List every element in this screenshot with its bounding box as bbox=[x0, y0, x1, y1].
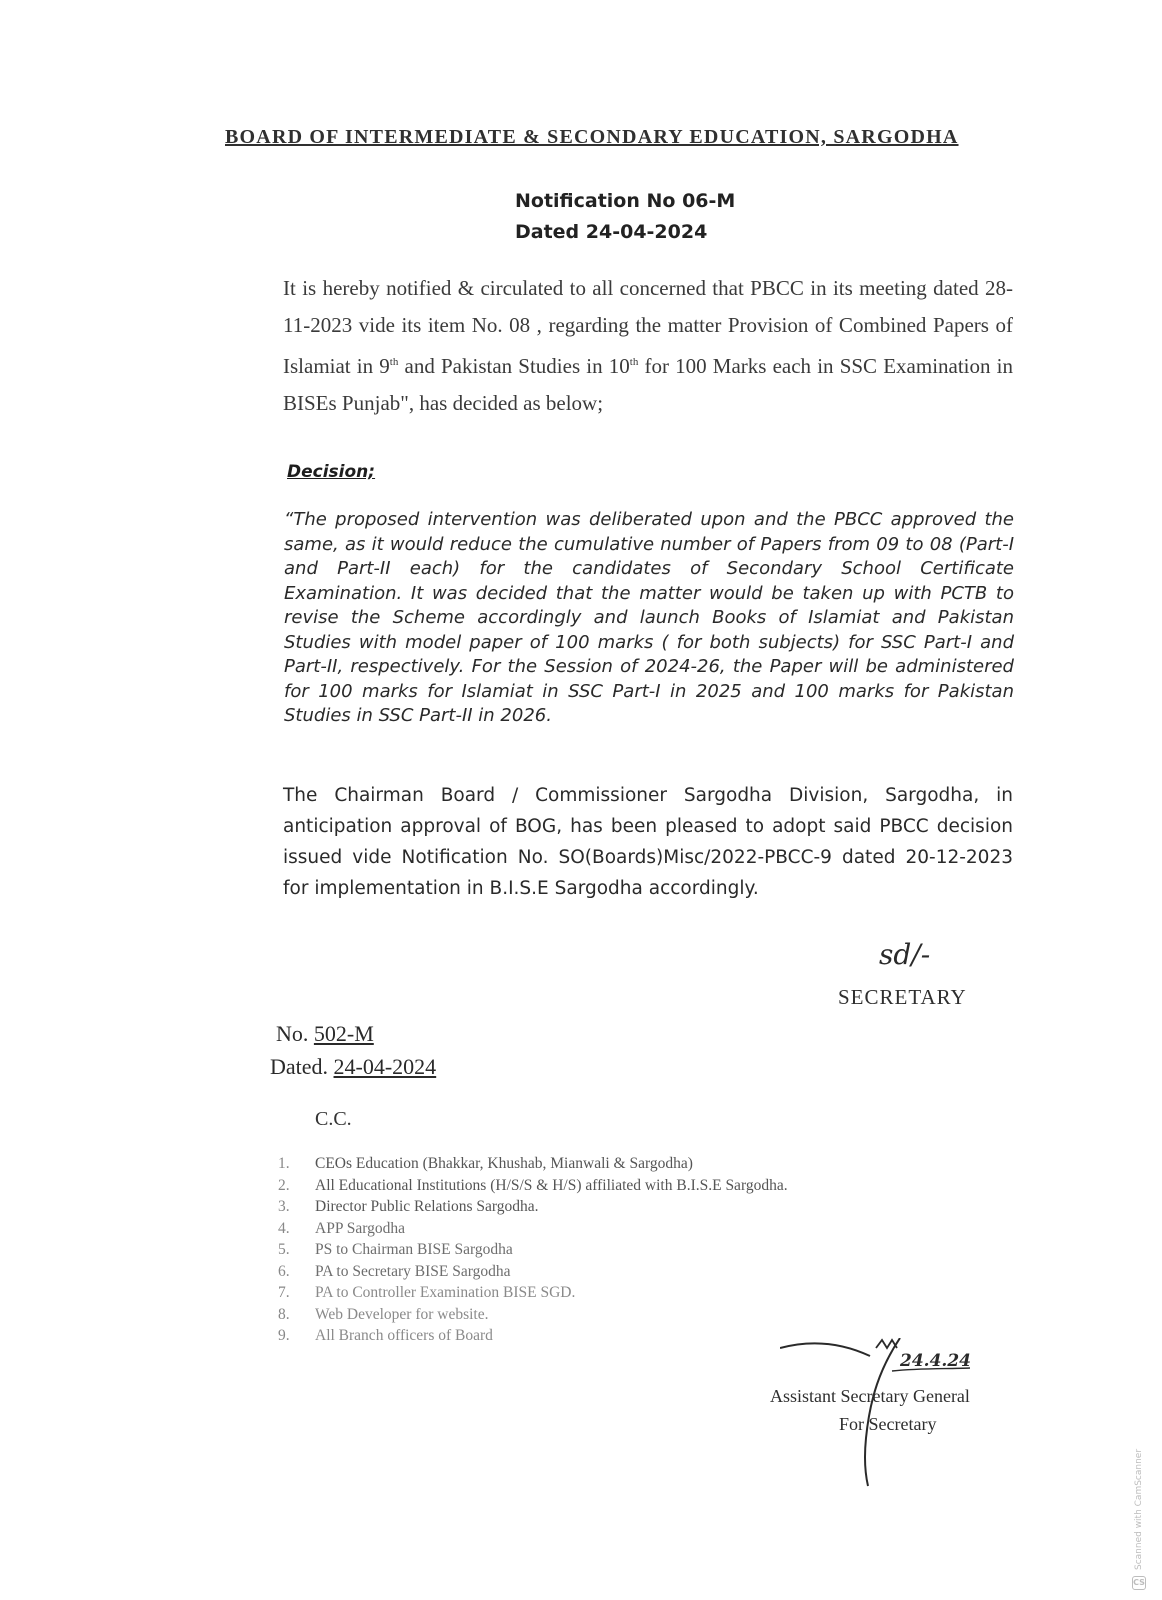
cc-item-number: 9. bbox=[278, 1327, 290, 1344]
secretary-title: SECRETARY bbox=[838, 985, 967, 1009]
cc-item-number: 8. bbox=[278, 1305, 290, 1323]
reference-number-value: 502-M bbox=[313, 1021, 374, 1046]
cc-list-item bbox=[278, 1261, 998, 1283]
assistant-title-line1: Assistant Secretary General bbox=[770, 1386, 970, 1406]
cc-item-number: 2. bbox=[278, 1176, 290, 1194]
watermark-text: Scanned with CamScanner bbox=[1134, 1448, 1144, 1570]
cc-item-text: Director Public Relations Sargodha. bbox=[315, 1198, 539, 1215]
notification-title-block bbox=[515, 186, 735, 248]
cc-list-item bbox=[278, 1153, 998, 1175]
reference-date-value: 24-04-2024 bbox=[333, 1054, 437, 1079]
chairman-paragraph: The Chairman Board / Commissioner Sargodha Division, Sargodha, in anticipation approval of BOG, has been pleased to adopt said PBCC decision issued vide Notification No. SO(Boards)Misc/2022-PBCC-9 dated 20-12-2023 for implementation in B.I.S.E Sargodha accordingly. bbox=[283, 785, 1013, 899]
cc-item-number: 3. bbox=[278, 1198, 290, 1215]
cc-item-text: All Educational Institutions (H/S/S & H/S) affiliated with B.I.S.E Sargodha. bbox=[315, 1176, 788, 1194]
cc-item-number: 4. bbox=[278, 1219, 290, 1237]
intro-text-2: and Pakistan Studies in 10 bbox=[398, 354, 630, 378]
sd-handwriting: sd/- bbox=[879, 938, 931, 971]
cc-item-text: PA to Controller Examination BISE SGD. bbox=[315, 1284, 576, 1301]
notification-number: Notification No 06-M bbox=[515, 190, 736, 212]
decision-body: “The proposed intervention was deliberated upon and the PBCC approved the same, as it would reduce the cumulative number of Papers from 09 to 08 (Part-I and Part-II each) for the candidates of Secondary School Certificate Examination. It was decided that the matter would be taken up with PCTB to revise the Scheme accordingly and launch Books of Islamiat and Pakistan Studies with model paper of 100 marks ( for both subjects) for SSC Part-I and Part-II, respectively. For the Session of 2024-26, the Paper will be administered for 100 marks for Islamiat in SSC Part-I in 2025 and 100 marks for Pakistan Studies in SSC Part-II in 2026. bbox=[284, 509, 1014, 726]
reference-block bbox=[270, 1017, 437, 1083]
cc-item-number: 5. bbox=[278, 1241, 290, 1258]
notification-date: Dated 24-04-2024 bbox=[515, 221, 708, 243]
superscript-th: th bbox=[389, 356, 399, 368]
cc-item-text: Web Developer for website. bbox=[315, 1305, 489, 1323]
cc-item-number: 7. bbox=[278, 1284, 290, 1301]
cc-list bbox=[278, 1153, 998, 1347]
camscanner-logo-icon: CS bbox=[1132, 1576, 1146, 1590]
assistant-secretary-block bbox=[770, 1382, 1020, 1438]
cc-item-number: 6. bbox=[278, 1262, 290, 1280]
cc-list-item bbox=[278, 1196, 998, 1218]
reference-date-label: Dated. bbox=[270, 1054, 329, 1079]
reference-date-row bbox=[270, 1050, 436, 1083]
cc-list-item bbox=[278, 1218, 998, 1240]
assistant-title-line2: For Secretary bbox=[839, 1414, 937, 1434]
intro-paragraph bbox=[283, 270, 1013, 422]
cc-item-text: CEOs Education (Bhakkar, Khushab, Mianwali & Sargodha) bbox=[315, 1155, 693, 1172]
reference-number-label: No. bbox=[276, 1021, 309, 1046]
reference-number-row bbox=[276, 1017, 436, 1050]
cc-item-number: 1. bbox=[278, 1155, 290, 1172]
cc-item-text: PA to Secretary BISE Sargodha bbox=[315, 1262, 511, 1280]
cc-list-item bbox=[278, 1282, 998, 1304]
camscanner-watermark bbox=[1129, 1442, 1151, 1592]
decision-heading: Decision; bbox=[287, 462, 376, 482]
cc-list-item bbox=[278, 1304, 998, 1326]
superscript-th: th bbox=[629, 356, 639, 368]
cc-list-item bbox=[278, 1239, 998, 1261]
cc-label: C.C. bbox=[315, 1108, 352, 1130]
intro-text-1: It is hereby notified & circulated to all concerned that PBCC in its meeting dated 28-11-2023 vide its item No. 08 , regarding the matter Provision of Combined Papers of Islamiat in 9 bbox=[283, 276, 1013, 378]
board-header: BOARD OF INTERMEDIATE & SECONDARY EDUCATION, SARGODHA bbox=[225, 126, 959, 148]
cc-item-text: APP Sargodha bbox=[315, 1219, 405, 1237]
cc-item-text: All Branch officers of Board bbox=[315, 1327, 493, 1344]
intro-text-3: for 100 Marks each in SSC Examination in BISEs Punjab", has decided as below; bbox=[283, 354, 1014, 415]
assistant-signature-date: 24.4.24 bbox=[900, 1351, 971, 1371]
cc-item-text: PS to Chairman BISE Sargodha bbox=[315, 1241, 513, 1258]
sd-signature-mark bbox=[875, 930, 945, 978]
cc-list-item bbox=[278, 1175, 998, 1197]
